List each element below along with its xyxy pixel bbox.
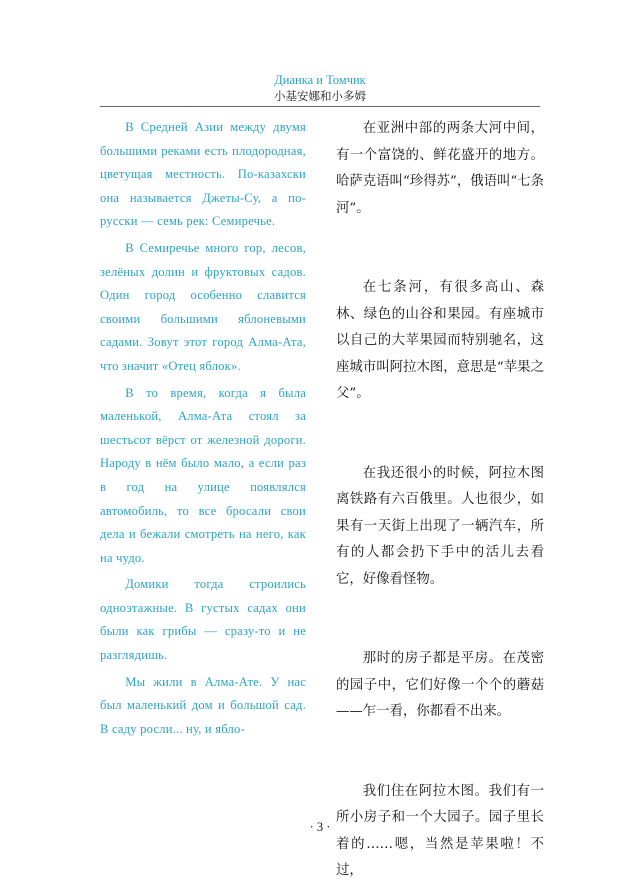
ru-paragraph-5: Мы жили в Алма-Ате. У нас был маленький дом и большой сад. В саду росли... ну, и ябло- xyxy=(100,674,306,736)
ru-paragraph-2: В Семиречье много гор, лесов, зелёных долин и фруктовых садов. Один город особенно славится своими большими яблоневыми садами. Зовут этот город Алма-Ата, что значит «Отец яблок». xyxy=(100,240,306,373)
header-title-chinese: 小基安娜和小多姆 xyxy=(274,89,366,103)
ru-paragraph-3: В то время, когда я была маленькой, Алма-Ата стоял за шестьсот вёрст от железной дороги. Народу в нём было мало, а если раз в год на улице появлялся автомобиль, то все бросали свои дела и бежали смотреть на него, как на чудо. xyxy=(100,385,306,565)
running-header xyxy=(0,72,640,104)
header-divider xyxy=(100,106,540,107)
ru-paragraph-1: В Средней Азии между двумя большими реками есть плодородная, цветущая местность. По-казахски она называется Джеты-Су, а по-русски — семь рек: Семиречье. xyxy=(100,120,306,229)
chinese-column xyxy=(336,116,544,885)
zh-paragraph-3: 在我还很小的时候，阿拉木图离铁路有六百俄里。人也很少，如果有一天街上出现了一辆汽车，所有的人都会扔下手中的活儿去看它，好像看怪物。 xyxy=(336,465,544,587)
zh-paragraph-5: 我们住在阿拉木图。我们有一所小房子和一个大园子。园子里长着的……嗯，当然是苹果啦！不过， xyxy=(336,783,544,878)
zh-paragraph-4: 那时的房子都是平房。在茂密的园子中，它们好像一个个的蘑菇——乍一看，你都看不出来。 xyxy=(336,651,544,719)
page-number: · 3 · xyxy=(309,820,331,834)
ru-paragraph-4: Домики тогда строились одноэтажные. В густых садах они были как грибы — сразу-то и не разглядишь. xyxy=(100,577,306,663)
zh-paragraph-2: 在七条河，有很多高山、森林、绿色的山谷和果园。有座城市以自己的大苹果园而特别驰名，这座城市叫阿拉木图，意思是“苹果之父”。 xyxy=(336,280,544,401)
zh-paragraph-1: 在亚洲中部的两条大河中间，有一个富饶的、鲜花盛开的地方。哈萨克语叫“珍得苏”，俄语叫“七条河”。 xyxy=(336,121,545,216)
header-title-russian: Дианка и Томчик xyxy=(274,73,366,87)
russian-column xyxy=(100,116,306,741)
